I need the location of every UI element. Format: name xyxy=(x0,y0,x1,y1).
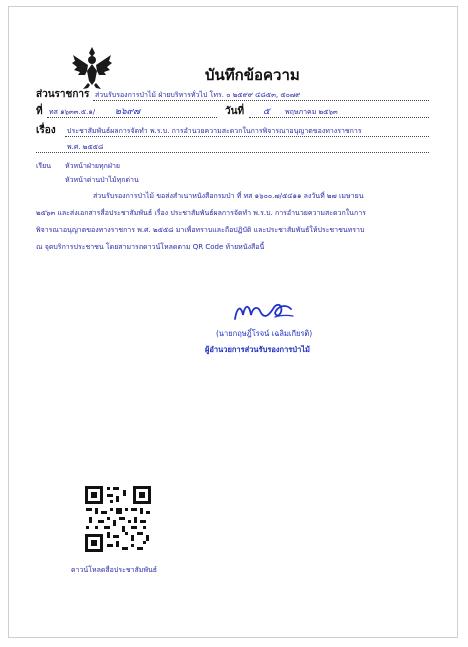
date-value: พฤษภาคม ๒๕๖๓ xyxy=(285,108,338,116)
signatory-name: (นายกฤษฎิ์โรจน์ เฉลิมเกียรติ) xyxy=(216,329,313,338)
qr-code[interactable] xyxy=(83,484,153,554)
subject-line-2: พ.ศ. ๒๕๕๘ xyxy=(67,143,104,151)
memo-page xyxy=(8,6,458,638)
ref-value: ทส ๑๖๓๓.๕.๑/ xyxy=(49,108,96,116)
qr-caption: ดาวน์โหลดสื่อประชาสัมพันธ์ xyxy=(71,566,158,574)
subject-label: เรื่อง xyxy=(36,125,56,136)
body-line-3: พิจารณาอนุญาตของทางราชการ พ.ศ. ๒๕๕๘ มาเพื่อทราบและถือปฏิบัติ และประชาสัมพันธ์ให้ประชาชนทราบ xyxy=(36,226,365,234)
signatory-position: ผู้อำนวยการส่วนรับรองการป่าไม้ xyxy=(205,345,310,354)
agency-dotted-line xyxy=(93,100,429,101)
subject-line-1: ประชาสัมพันธ์ผลการจัดทำ พ.ร.บ. การอำนวยความสะดวกในการพิจารณาอนุญาตของทางราชการ xyxy=(67,127,362,135)
memo-title: บันทึกข้อความ xyxy=(205,66,300,84)
salutation-line-2: หัวหน้าด่านป่าไม้ทุกด่าน xyxy=(65,176,139,184)
garuda-emblem xyxy=(71,45,113,91)
salutation-label: เรียน xyxy=(36,162,52,170)
subject-dotted-line-2 xyxy=(36,152,429,153)
agency-value: ส่วนรับรองการป่าไม้ ฝ่ายบริหารทั่วไป โทร. ๐ ๒๕๙๙ ๔๘๕๓, ๕๐๗๙ xyxy=(95,91,301,99)
handwritten-signature xyxy=(231,297,297,325)
body-line-2: ๒๕๖๓ และส่งเอกสารสื่อประชาสัมพันธ์ เรื่อง ประชาสัมพันธ์ผลการจัดทำ พ.ร.บ. การอำนวยความสะดวกในการ xyxy=(36,209,366,217)
ref-dotted-line xyxy=(47,117,217,118)
salutation-line-1: หัวหน้าฝ่ายทุกฝ่าย xyxy=(65,162,120,170)
date-label: วันที่ xyxy=(225,106,245,117)
date-dotted-line xyxy=(249,117,429,118)
ref-label: ที่ xyxy=(36,106,43,117)
subject-dotted-line-1 xyxy=(65,136,429,137)
date-handwritten: ๕ xyxy=(263,107,270,117)
agency-label: ส่วนราชการ xyxy=(36,89,90,100)
body-line-1: ส่วนรับรองการป่าไม้ ขอส่งสำเนาหนังสือกรมป่า ที่ ทส ๑๖๐๐.๗/๕๔๑๑ ลงวันที่ ๒๗ เมษายน xyxy=(93,192,364,200)
body-line-4: ณ จุดบริการประชาชน โดยสามารถดาวน์โหลดตาม QR Code ท้ายหนังสือนี้ xyxy=(36,243,265,251)
ref-handwritten: ๒๖๙๗ xyxy=(115,107,141,117)
